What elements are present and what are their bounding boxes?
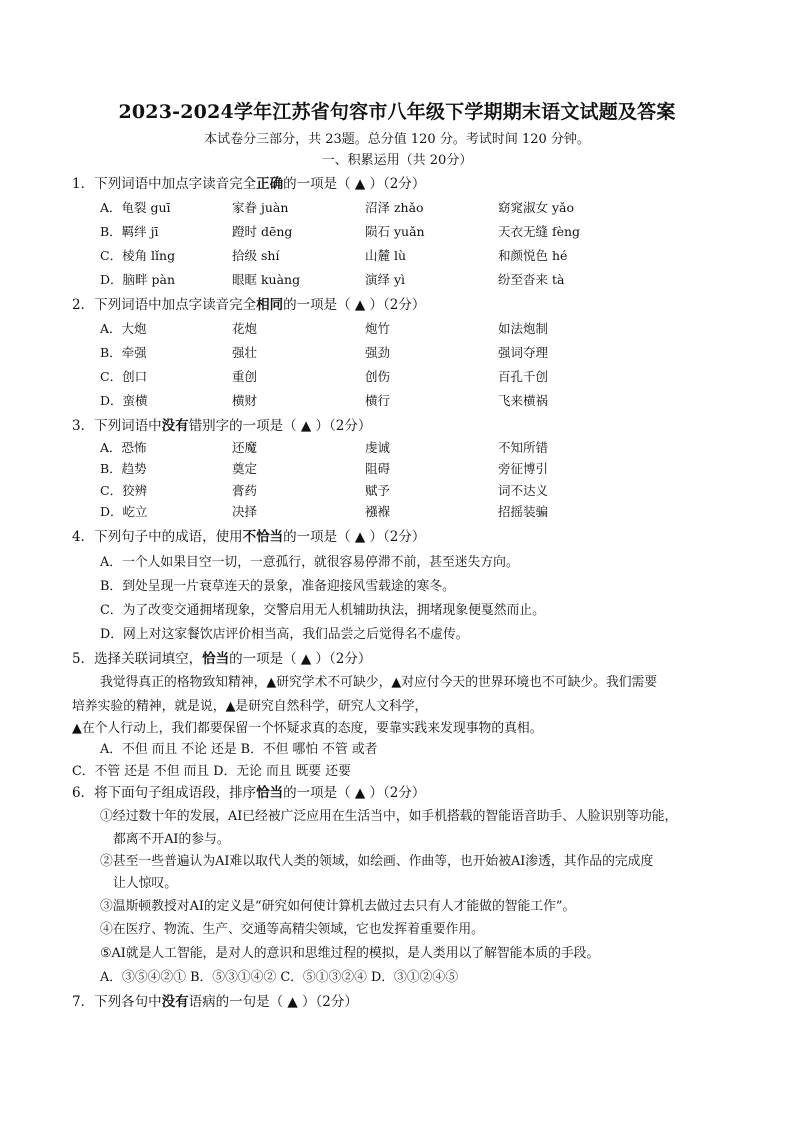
question-7-stem: 7．下列各句中没有语病的一句是（ ▲ ）（2分） (72, 994, 358, 1010)
q3-option-b4: 旁征博引 (498, 461, 549, 476)
q3-option-c3: 赋予 (365, 483, 391, 498)
q3-option-b2: 奠定 (232, 461, 258, 476)
q1-option-a4: 窈窕淑女 yǎo (498, 200, 575, 215)
q3-option-d2: 决择 (232, 504, 258, 519)
q1-option-b1: B．羁绊 jī (100, 224, 159, 239)
q2-option-a4: 如法炮制 (498, 321, 549, 336)
q3-option-c4: 词不达义 (498, 483, 549, 498)
q4-option-d: D．网上对这家餐饮店评价相当高，我们品尝之后觉得名不虚传。 (100, 627, 469, 642)
q1-option-b3: 陨石 yuǎn (365, 224, 425, 239)
q6-sentence-2-cont: 让人惊叹。 (113, 876, 177, 891)
q2-option-c1: C．创口 (100, 369, 148, 384)
q2-option-c3: 创伤 (365, 369, 391, 384)
q6-sentence-2: ②甚至一些普遍认为AI难以取代人类的领域，如绘画、作曲等，也开始被AI渗透，其作品的完成度 (100, 854, 654, 869)
q3-option-d4: 招摇装骗 (498, 504, 549, 519)
q5-options-line-1: A．不但 而且 不论 还是 B．不但 哪怕 不管 或者 (100, 742, 378, 757)
q6-sentence-5: ⑤AI就是人工智能，是对人的意识和思维过程的模拟，是人类用以了解智能本质的手段。 (100, 946, 600, 961)
q2-option-d4: 飞来横祸 (498, 393, 549, 408)
question-2-stem: 2．下列词语中加点字读音完全相同的一项是（ ▲ ）（2分） (72, 297, 426, 313)
q2-option-c4: 百孔千创 (498, 369, 549, 384)
q2-option-a1: A．大炮 (100, 321, 147, 336)
q4-option-c: C．为了改变交通拥堵现象，交警启用无人机辅助执法，拥堵现象便戛然而止。 (100, 603, 545, 618)
q1-option-d2: 眼眶 kuàng (232, 272, 301, 287)
q3-option-a1: A．恐怖 (100, 440, 147, 455)
q4-option-b: B．到处呈现一片衰草连天的景象，准备迎接风雪载途的寒冬。 (100, 579, 455, 594)
q6-sentence-1: ①经过数十年的发展，AI已经被广泛应用在生活当中，如手机搭载的智能语音助手、人脸识别等功能， (100, 809, 678, 824)
q3-option-a4: 不知所错 (498, 440, 549, 455)
q5-passage-line-2: 培养实验的精神，就是说，▲是研究自然科学，研究人文科学， (72, 699, 428, 714)
q2-option-c2: 重创 (232, 369, 258, 384)
q4-option-a: A．一个人如果目空一切，一意孤行，就很容易停滞不前，甚至迷失方向。 (100, 555, 519, 570)
q2-option-b4: 强词夺理 (498, 345, 549, 360)
q3-option-c1: C．狡辨 (100, 483, 148, 498)
q2-option-d1: D．蛮横 (100, 393, 148, 408)
question-1-stem: 1．下列词语中加点字读音完全正确的一项是（ ▲ ）（2分） (72, 176, 426, 192)
q1-option-c4: 和颜悦色 hé (498, 248, 568, 263)
question-5-stem: 5．选择关联词填空，恰当的一项是（ ▲ ）（2分） (72, 651, 372, 667)
q1-option-c2: 拾级 shí (232, 248, 280, 263)
q2-option-a2: 花炮 (232, 321, 258, 336)
q2-option-a3: 炮竹 (365, 321, 391, 336)
q2-option-b1: B．牵强 (100, 345, 147, 360)
q6-sentence-4: ④在医疗、物流、生产、交通等高精尖领域，它也发挥着重要作用。 (100, 922, 484, 937)
section-heading: 一、积累运用（共 20分） (321, 153, 473, 168)
q6-sentence-1-cont: 都离不开AI的参与。 (113, 832, 230, 847)
q1-option-d3: 演绎 yì (365, 272, 406, 287)
question-3-stem: 3．下列词语中没有错别字的一项是（ ▲ ）（2分） (72, 418, 372, 434)
q2-option-b3: 强劲 (365, 345, 391, 360)
q3-option-c2: 膏药 (232, 483, 258, 498)
q6-sentence-3: ③温斯顿教授对AI的定义是“研究如何使计算机去做过去只有人才能做的智能工作”。 (100, 899, 576, 914)
q3-option-a2: 还魔 (232, 440, 258, 455)
q6-options: A．③⑤④②① B．⑤③①④② C．⑤①③②④ D．③①②④⑤ (100, 970, 459, 985)
question-4-stem: 4．下列句子中的成语，使用不恰当的一项是（ ▲ ）（2分） (72, 529, 426, 545)
q2-option-d2: 横财 (232, 393, 258, 408)
q3-option-b3: 阻碍 (365, 461, 391, 476)
q5-passage-line-1: 我觉得真正的格物致知精神，▲研究学术不可缺少，▲对应付今天的世界环境也不可缺少。我们需要 (100, 675, 658, 690)
q1-option-b2: 蹬时 dēng (232, 224, 293, 239)
q1-option-a1: A．龟裂 guī (100, 200, 171, 215)
q1-option-c3: 山麓 lù (365, 248, 407, 263)
q3-option-b1: B．趋势 (100, 461, 147, 476)
q3-option-a3: 虔诚 (365, 440, 391, 455)
q1-option-d4: 纷至沓来 tà (498, 272, 565, 287)
q2-option-d3: 横行 (365, 393, 391, 408)
exam-instructions: 本试卷分三部分，共 23题。总分值 120 分。考试时间 120 分钟。 (204, 132, 590, 147)
q3-option-d1: D．屹立 (100, 504, 148, 519)
exam-title: 2023-2024学年江苏省句容市八年级下学期期末语文试题及答案 (118, 101, 676, 123)
q1-option-a2: 家眷 juàn (232, 200, 289, 215)
q5-options-line-2: C．不管 还是 不但 而且 D．无论 而且 既要 还要 (72, 764, 351, 779)
q1-option-a3: 沼泽 zhǎo (365, 200, 424, 215)
q5-passage-line-3: ▲在个人行动上，我们都要保留一个怀疑求真的态度，要靠实践来发现事物的真相。 (72, 721, 543, 736)
q3-option-d3: 襁褓 (365, 504, 391, 519)
q1-option-c1: C．棱角 lǐng (100, 248, 176, 263)
q2-option-b2: 强壮 (232, 345, 258, 360)
q1-option-b4: 天衣无缝 fèng (498, 224, 581, 239)
question-6-stem: 6．将下面句子组成语段，排序恰当的一项是（ ▲ ）（2分） (72, 785, 426, 801)
q1-option-d1: D．脑畔 pàn (100, 272, 176, 287)
